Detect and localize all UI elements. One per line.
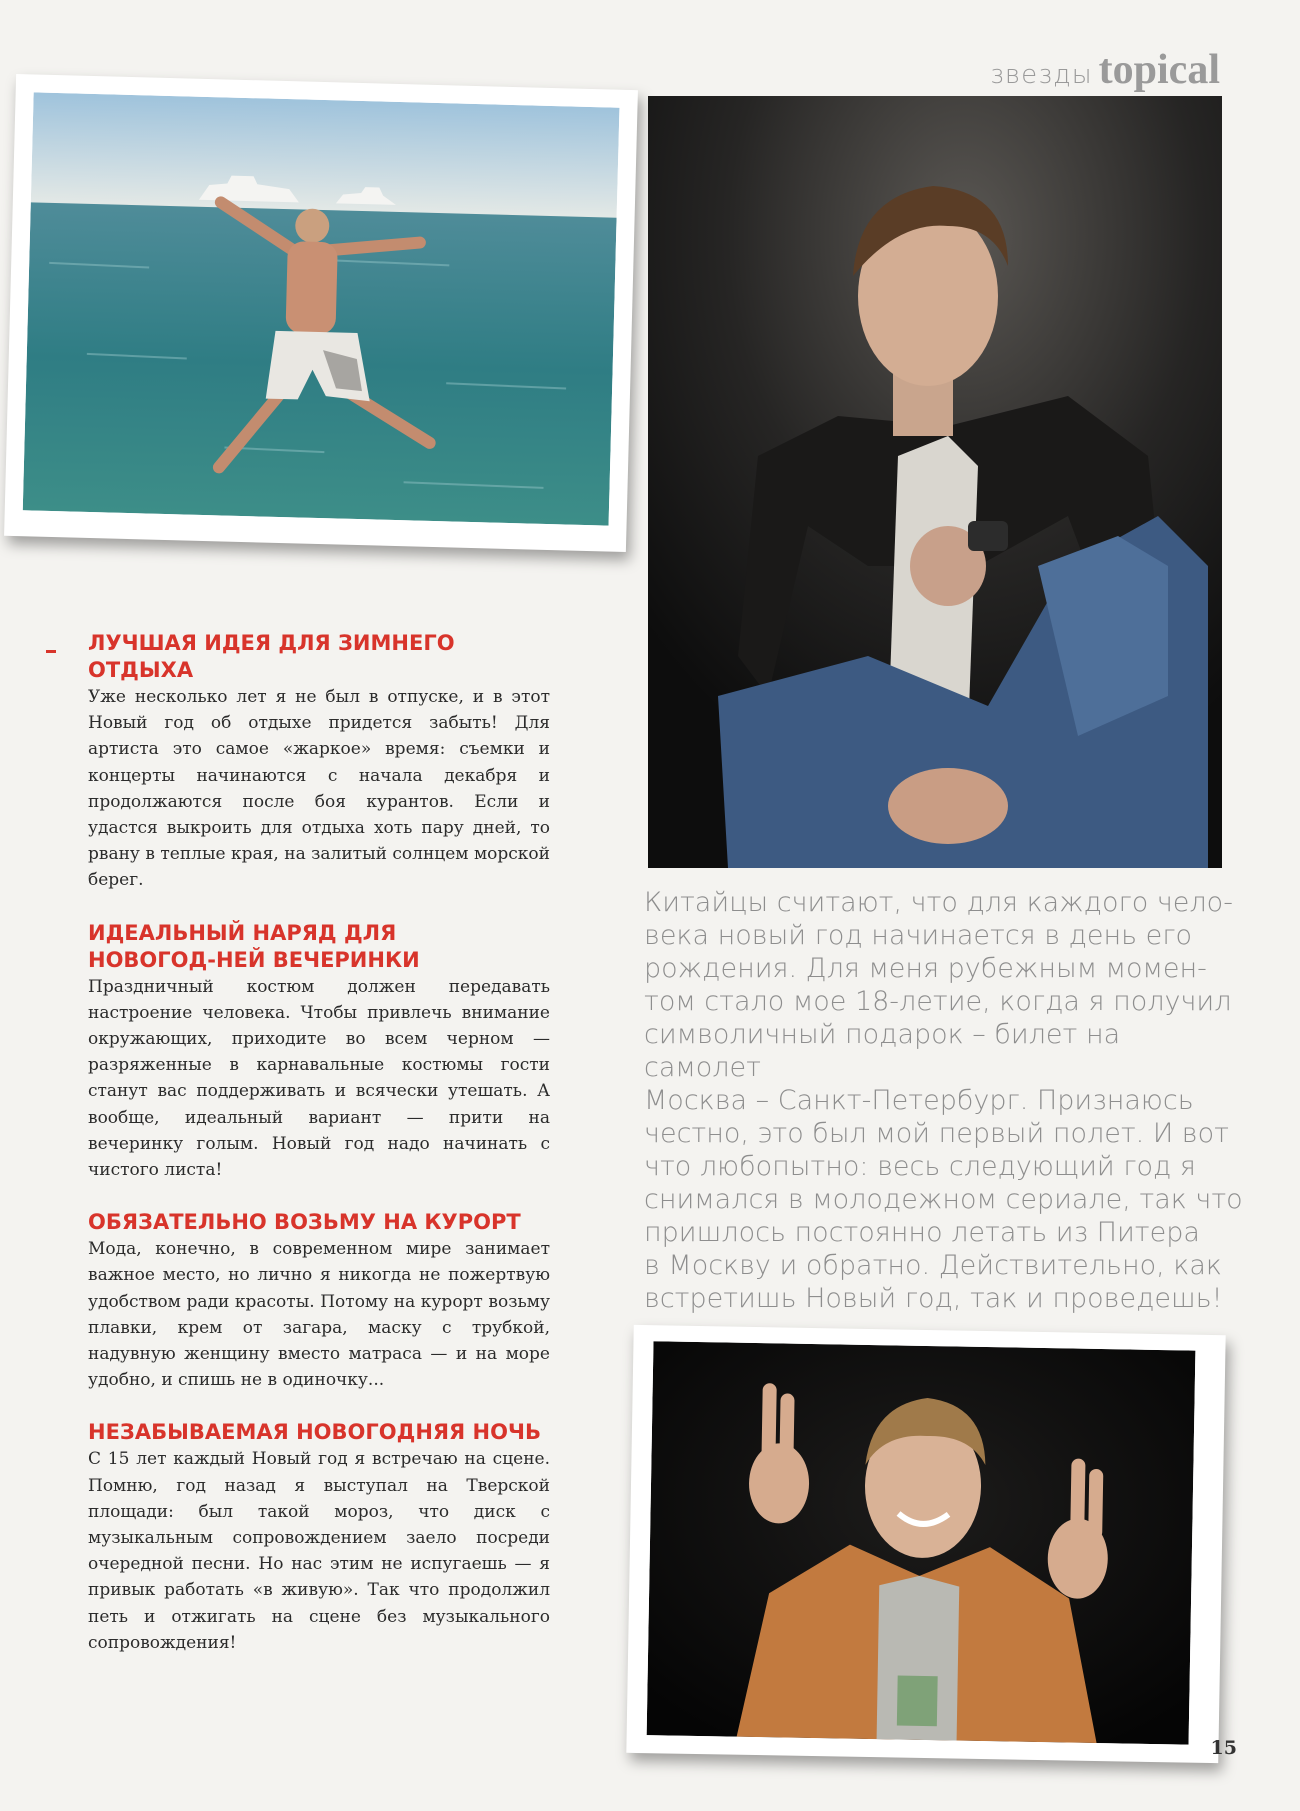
section-body: Уже несколько лет я не был в отпуске, и в этот Новый год об отдыхе придется забыть! Для артиста это самое «жаркое» время: съемки и концерты начинаются с начала декабря и продолжаются после боя курантов. Если и удастся выкроить для отдыха хоть пару дней, то рвану в теплые края, на залитый солнцем морской берег. [88,687,550,891]
section-party-outfit [88,920,550,1184]
photo-portrait-ok-gesture [626,1325,1225,1763]
section-name-ru: звезды [989,60,1093,90]
pull-quote [644,886,1244,1315]
bullet-dash [46,650,56,653]
section-winter-rest [88,630,550,894]
section-title: ИДЕАЛЬНЫЙ НАРЯД ДЛЯ НОВОГОД-НЕЙ ВЕЧЕРИНКИ [88,920,420,972]
photo-sea-jump [4,74,638,552]
page-number: 15 [1210,1737,1237,1759]
section-title: ЛУЧШАЯ ИДЕЯ ДЛЯ ЗИМНЕГО ОТДЫХА [88,631,455,682]
section-body: Праздничный костюм должен передавать настроение человека. Чтобы привлечь внимание окружающих, приходите во всем черном — разряженные в карнавальные костюмы гости станут вас поддерживать и всячески утешать. А вообще, идеальный вариант — прити на вечеринку голым. Новый год надо начинать с чистого листа! [88,976,550,1181]
photo-portrait-leather-jacket [648,96,1222,868]
pull-quote-text: Китайцы считают, что для каждого чело- века новый год начинается в день его рождения. Для меня рубежным момен- том стало мое 18-летие, когда я получил символичный подарок – билет на самолет Москва – Санкт-Петербург. Признаюсь честно, это был мой первый полет. И вот что любопытно: весь следующий год я снимался в молодежном сериале, так что пришлось постоянно летать из Питера в Москву и обратно. Действительно, как встретишь Новый год, так и проведешь! [644,887,1243,1314]
section-resort-items [88,1209,550,1393]
article-left-column [88,630,550,1682]
section-new-year-night [88,1419,550,1656]
section-title: НЕЗАБЫВАЕМАЯ НОВОГОДНЯЯ НОЧЬ [88,1420,541,1445]
section-body: С 15 лет каждый Новый год я встречаю на сцене. Помню, год назад я выступал на Тверской площади: был такой мороз, что диск с музыкальным сопровождением заело посреди очередной песни. Но нас этим не испугаешь — я привык работать «в живую». Так что продолжил петь и отжигать на сцене без музыкального сопровождения! [88,1449,550,1653]
section-name-en: topical [1098,47,1220,93]
section-body: Мода, конечно, в современном мире занимает важное место, но лично я никогда не пожертвую удобством ради красоты. Потому на курорт возьму плавки, крем от загара, маску с трубкой, надувную женщину вместо матраса — и на море удобно, и спишь не в одиночку... [88,1239,550,1391]
section-title: ОБЯЗАТЕЛЬНО ВОЗЬМУ НА КУРОРТ [88,1210,521,1235]
section-header [990,46,1220,94]
